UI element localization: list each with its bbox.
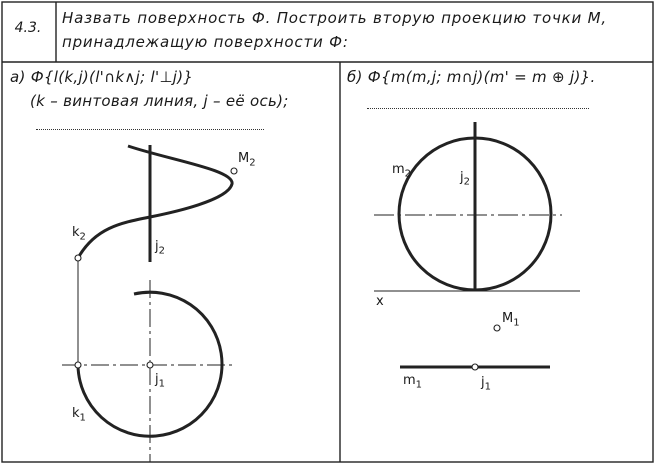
part-b-answer-line	[367, 108, 589, 109]
point-k1-start	[75, 362, 81, 368]
part-a-subtitle: (k – винтовая линия, j – её ось);	[30, 92, 289, 110]
part-a-drawing	[62, 145, 237, 462]
label-x-axis: x	[376, 294, 384, 309]
label-m1: $m_1$	[403, 373, 423, 391]
label-j1: $j_1$	[155, 372, 165, 390]
task-line-2: принадлежащую поверхности Ф:	[62, 33, 349, 51]
label-M2: $M_2$	[238, 151, 256, 169]
label-k1: $k_1$	[72, 406, 86, 424]
point-j1-b	[472, 364, 478, 370]
label-j1-b: $j_1$	[481, 375, 491, 393]
task-number: 4.3.	[14, 20, 42, 36]
part-b-drawing	[374, 122, 580, 370]
task-statement	[62, 6, 652, 54]
point-M1	[494, 325, 500, 331]
label-k2: $k_2$	[72, 225, 86, 243]
point-k2-start	[75, 255, 81, 261]
point-j1	[147, 362, 153, 368]
part-a-answer-line	[36, 129, 264, 130]
point-M2	[231, 168, 237, 174]
label-j2: $j_2$	[155, 239, 165, 257]
label-m2: $m_2$	[392, 162, 412, 180]
part-b-title: б) Ф{m(m,j; m∩j)(m' = m ⊕ j)}.	[347, 68, 596, 86]
task-line-1: Назвать поверхность Ф. Построить вторую проекцию точки М,	[62, 9, 607, 27]
label-M1: $M_1$	[502, 311, 520, 329]
part-a-title: а) Ф{l(k,j)(l'∩k∧j; l'⊥j)}	[10, 68, 194, 86]
label-j2-b: $j_2$	[460, 170, 470, 188]
